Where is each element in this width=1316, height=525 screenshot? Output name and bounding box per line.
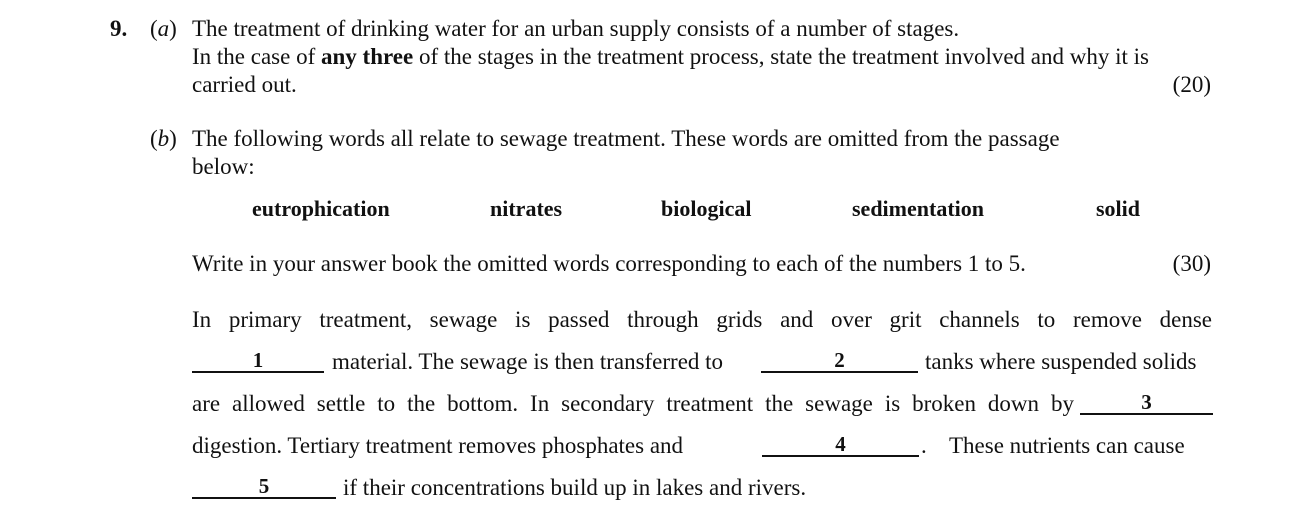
part-a-line-1: The treatment of drinking water for an urban supply consists of a number of stages. — [192, 16, 960, 41]
passage-line-5: if their concentrations build up in lakes and rivers. — [343, 475, 807, 500]
part-b-instruction: Write in your answer book the omitted words corresponding to each of the numbers 1 to 5. — [192, 251, 1026, 276]
blank-5: 5 — [192, 475, 336, 499]
part-a-marks: (20) — [1172, 72, 1211, 97]
part-b-intro-line-1: The following words all relate to sewage treatment. These words are omitted from the passage — [192, 126, 1060, 151]
blank-2: 2 — [761, 349, 918, 373]
word-solid: solid — [1096, 196, 1141, 221]
question-number: 9. — [110, 16, 128, 41]
part-a-label: (a) — [150, 16, 177, 41]
word-sedimentation: sedimentation — [852, 196, 984, 221]
word-eutrophication: eutrophication — [252, 196, 390, 221]
passage-line-2-b: tanks where suspended solids — [925, 349, 1197, 374]
word-nitrates: nitrates — [490, 196, 563, 221]
passage-line-2-a: material. The sewage is then transferred to — [332, 349, 724, 374]
blank-3: 3 — [1080, 391, 1213, 415]
passage-line-4-a: digestion. Tertiary treatment removes phosphates and — [192, 433, 684, 458]
part-b-marks: (30) — [1172, 251, 1211, 276]
passage-line-3: are allowed settle to the bottom. In secondary treatment the sewage is broken down by — [192, 391, 1074, 416]
part-a-line-3: carried out. — [192, 72, 297, 97]
part-b-letter: b — [157, 126, 170, 151]
word-biological: biological — [661, 196, 752, 221]
passage-line-1: In primary treatment, sewage is passed through grids and over grit channels to remove dense — [192, 307, 1212, 332]
blank-4: 4 — [762, 433, 919, 457]
blank-1: 1 — [192, 349, 324, 373]
passage-period: . — [921, 433, 927, 458]
part-a-line-2: In the case of any three of the stages in the treatment process, state the treatment involved and why it is — [192, 44, 1150, 69]
part-a-emphasis: any three — [321, 44, 414, 69]
part-b-intro-line-2: below: — [192, 154, 255, 179]
part-b-label: (b) — [150, 126, 177, 151]
passage-line-4-c: These nutrients can cause — [949, 433, 1185, 458]
part-a-letter: a — [157, 16, 170, 41]
